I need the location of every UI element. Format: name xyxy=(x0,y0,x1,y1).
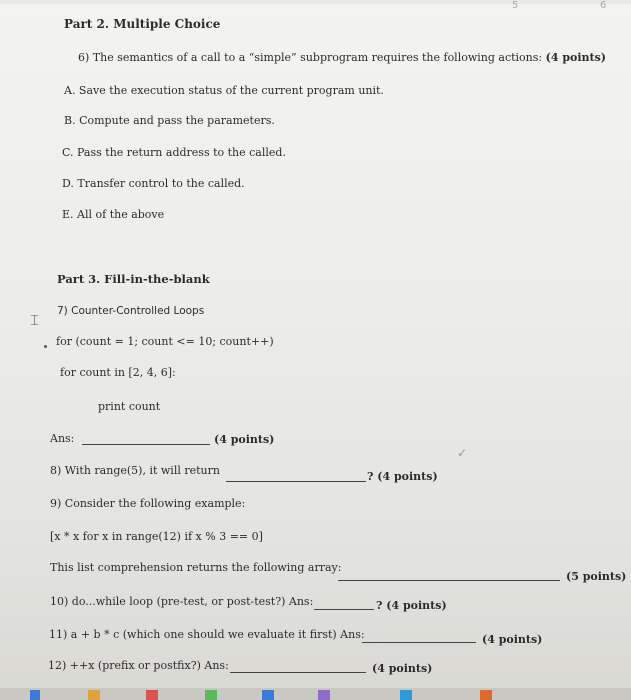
q6-option-c: C. Pass the return address to the called. xyxy=(62,146,286,159)
q12-text: 12) ++x (prefix or postfix?) Ans: xyxy=(48,659,229,672)
q12-points: (4 points) xyxy=(372,662,433,675)
app-icon[interactable] xyxy=(88,690,100,700)
q8-suffix: ? (4 points) xyxy=(367,470,438,483)
q12-answer-blank[interactable] xyxy=(230,672,366,673)
q10-answer-blank[interactable] xyxy=(314,609,374,610)
app-icon[interactable] xyxy=(400,690,412,700)
q7-code-line3: print count xyxy=(98,400,161,413)
q9-answer-blank[interactable] xyxy=(338,580,560,581)
q7-title: 7) Counter-Controlled Loops xyxy=(57,305,205,317)
app-icon[interactable] xyxy=(262,690,274,700)
q7-ans-label: Ans: xyxy=(50,432,75,445)
q9-text: 9) Consider the following example: xyxy=(50,497,246,510)
q9-points: (5 points) xyxy=(566,570,627,583)
app-icon[interactable] xyxy=(146,690,158,700)
q6-option-d: D. Transfer control to the called. xyxy=(62,177,245,190)
q6-question xyxy=(78,51,606,65)
app-icon[interactable] xyxy=(205,690,217,700)
q11-points: (4 points) xyxy=(482,633,543,646)
text-cursor-icon: ⌶ xyxy=(30,311,40,329)
q10-text: 10) do...while loop (pre-test, or post-test?) Ans: xyxy=(50,595,314,608)
part3-heading: Part 3. Fill-in-the-blank xyxy=(57,272,210,286)
q6-option-a: A. Save the execution status of the current program unit. xyxy=(64,84,384,97)
app-icon[interactable] xyxy=(480,690,492,700)
part2-heading: Part 2. Multiple Choice xyxy=(64,17,221,31)
q9-code: [x * x for x in range(12) if x % 3 == 0] xyxy=(50,530,263,543)
q7-points: (4 points) xyxy=(214,433,275,446)
q7-code-line2: for count in [2, 4, 6]: xyxy=(60,366,176,379)
q11-answer-blank[interactable] xyxy=(362,642,476,643)
q10-suffix: ? (4 points) xyxy=(376,599,447,612)
bullet-dot xyxy=(44,345,47,348)
check-mark-icon: ✓ xyxy=(457,446,468,460)
q6-stem: 6) The semantics of a call to a “simple” subprogram requires the following actions: xyxy=(78,51,543,64)
app-icon[interactable] xyxy=(318,690,330,700)
q6-option-b: B. Compute and pass the parameters. xyxy=(64,114,275,127)
q7-answer-blank[interactable] xyxy=(82,444,210,445)
q8-answer-blank[interactable] xyxy=(226,481,366,482)
top-edge xyxy=(0,0,631,4)
page-mark: 5 xyxy=(512,0,519,11)
q11-text: 11) a + b * c (which one should we evaluate it first) Ans: xyxy=(49,628,365,641)
page-mark: 6 xyxy=(600,0,607,11)
q7-code-line1: for (count = 1; count <= 10; count++) xyxy=(56,335,274,348)
q8-text: 8) With range(5), it will return xyxy=(50,464,220,477)
q6-points: (4 points) xyxy=(545,51,606,64)
q6-option-e: E. All of the above xyxy=(62,208,165,221)
q9-prompt: This list comprehension returns the following array: xyxy=(50,561,342,574)
app-icon[interactable] xyxy=(30,690,40,700)
